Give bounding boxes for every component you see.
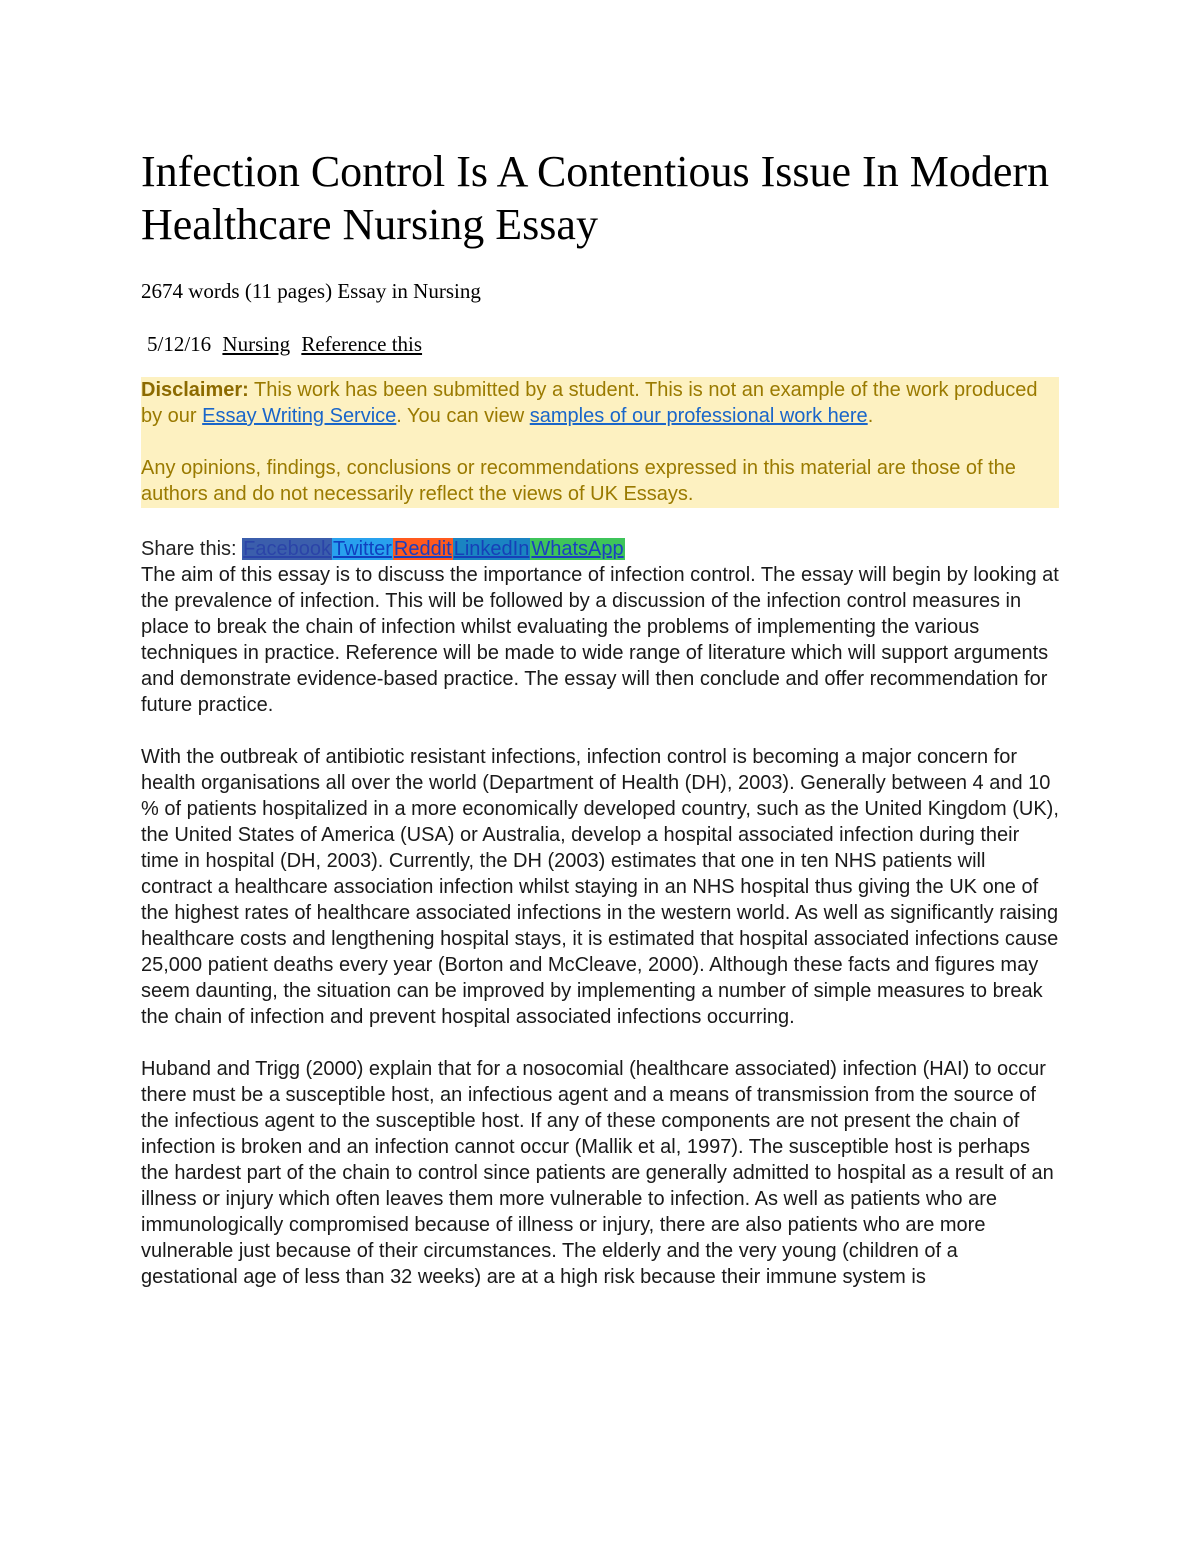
share-row [141,536,1059,562]
disclaimer-opinions: Any opinions, findings, conclusions or recommendations expressed in this material are those of the authors and do not necessarily reflect the views of UK Essays. [141,457,1016,505]
category-link[interactable]: Nursing [222,332,291,356]
meta-row [141,331,1059,357]
essay-writing-service-link[interactable]: Essay Writing Service [202,405,397,427]
disclaimer-box [141,377,1059,508]
publish-date: 5/12/16 [147,332,212,356]
samples-link[interactable]: samples of our professional work here [529,405,868,427]
linkedin-share-button[interactable]: LinkedIn [453,538,530,560]
disclaimer-text-1: This work has been submitted by a student. This is not an example of the work produced by our [141,379,1038,427]
whatsapp-share-button[interactable]: WhatsApp [531,538,624,560]
disclaimer-text-2: . You can view [396,405,525,427]
document-content [141,145,1059,1290]
twitter-share-button[interactable]: Twitter [333,538,392,560]
disclaimer-paragraph [141,377,1059,429]
reference-link[interactable]: Reference this [301,332,423,356]
reddit-share-button[interactable]: Reddit [393,538,452,560]
facebook-share-button[interactable]: Facebook [243,538,332,560]
essay-body [141,562,1059,1290]
paragraph-chain-of-infection: Huband and Trigg (2000) explain that for a nosocomial (healthcare associated) infection (HAI) to occur there must be a susceptible host, an infectious agent and a means of transmission from the source of the infectious agent to the susceptible host. If any of these components are not present the chain of infection is broken and an infection cannot occur (Mallik et al, 1997). The susceptible host is perhaps the hardest part of the chain to control since patients are generally admitted to hospital as a result of an illness or injury which often leaves them more vulnerable to infection. As well as patients who are immunologically compromised because of illness or injury, there are also patients who are more vulnerable just because of their circumstances. The elderly and the very young (children of a gestational age of less than 32 weeks) are at a high risk because their immune system is [141,1058,1054,1288]
disclaimer-text-3: . [867,405,874,427]
paragraph-prevalence: With the outbreak of antibiotic resistant infections, infection control is becoming a major concern for health organisations all over the world (Department of Health (DH), 2003). Generally between 4 and 10 % of patients hospitalized in a more economically developed country, such as the United Kingdom (UK), the United States of America (USA) or Australia, develop a hospital associated infection during their time in hospital (DH, 2003). Currently, the DH (2003) estimates that one in ten NHS patients will contract a healthcare association infection whilst staying in an NHS hospital thus giving the UK one of the highest rates of healthcare associated infections in the western world. As well as significantly raising healthcare costs and lengthening hospital stays, it is estimated that hospital associated infections cause 25,000 patient deaths every year (Borton and McCleave, 2000). Although these facts and figures may seem daunting, the situation can be improved by implementing a number of simple measures to break the chain of infection and prevent hospital associated infections occurring. [141,746,1059,1028]
share-label: Share this: [141,538,237,560]
paragraph-intro: The aim of this essay is to discuss the importance of infection control. The essay will begin by looking at the prevalence of infection. This will be followed by a discussion of the infection control measures in place to break the chain of infection whilst evaluating the problems of implementing the various techniques in practice. Reference will be made to wide range of literature which will support arguments and demonstrate evidence-based practice. The essay will then conclude and offer recommendation for future practice. [141,564,1059,716]
disclaimer-label: Disclaimer: [141,379,249,401]
word-count-summary: 2674 words (11 pages) Essay in Nursing [141,279,481,303]
page-title: Infection Control Is A Contentious Issue In Modern Healthcare Nursing Essay [141,147,1050,249]
